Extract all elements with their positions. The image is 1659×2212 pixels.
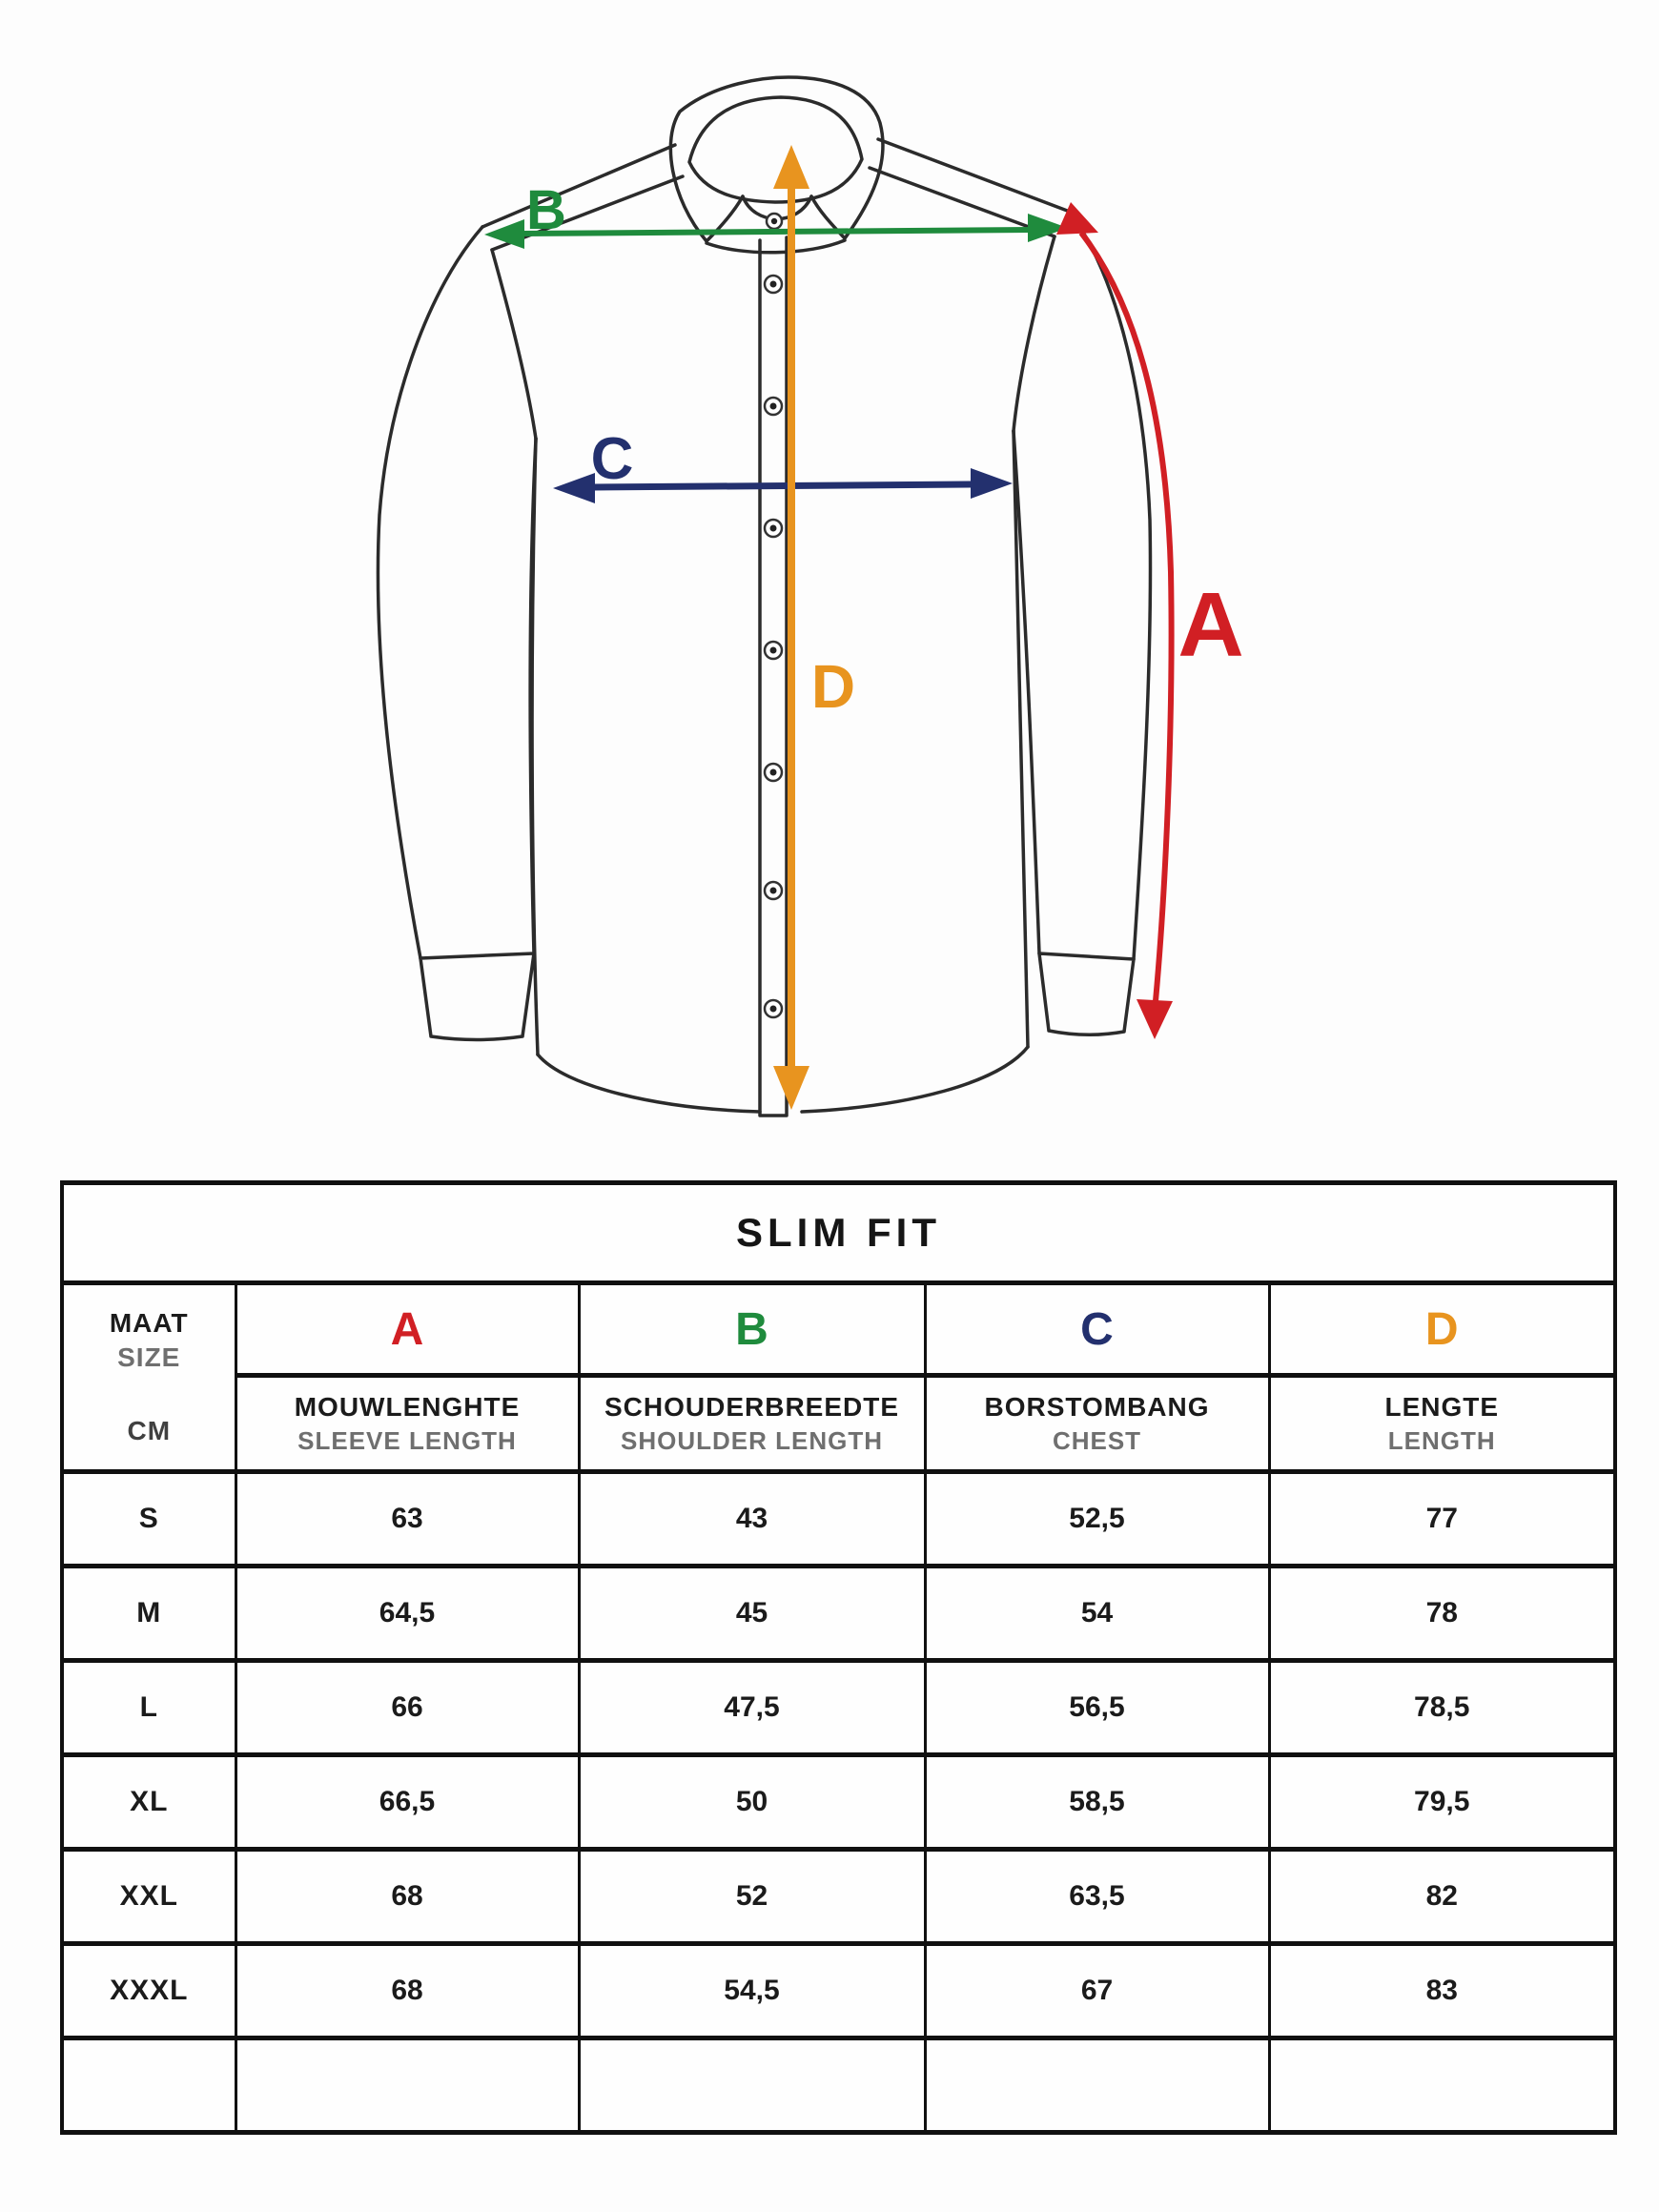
table-row-m bbox=[62, 1567, 1615, 1661]
measure-b: 50 bbox=[579, 1755, 925, 1850]
column-label-nl: BORSTOMBANG bbox=[984, 1391, 1210, 1422]
label-c: C bbox=[590, 426, 634, 492]
column-label-en: LENGTH bbox=[1387, 1426, 1496, 1456]
measure-b: 54,5 bbox=[579, 1944, 925, 2038]
size-value: M bbox=[62, 1567, 236, 1661]
column-letter-d: D bbox=[1424, 1303, 1459, 1355]
column-letter-cell bbox=[925, 1283, 1269, 1376]
cuff-left bbox=[420, 953, 534, 1040]
label-b: B bbox=[526, 179, 566, 241]
measure-d: 82 bbox=[1269, 1850, 1615, 1944]
size-value: XL bbox=[62, 1755, 236, 1850]
measure-b: 52 bbox=[579, 1850, 925, 1944]
column-label-nl: SCHOUDERBREEDTE bbox=[604, 1391, 900, 1422]
measure-d: 78,5 bbox=[1269, 1661, 1615, 1755]
placket bbox=[760, 237, 787, 1116]
measure-b: 43 bbox=[579, 1472, 925, 1567]
maat-label: MAAT bbox=[109, 1307, 189, 1338]
measure-a: 66 bbox=[236, 1661, 579, 1755]
table-row-s bbox=[62, 1472, 1615, 1567]
column-label-en: CHEST bbox=[1052, 1426, 1142, 1456]
column-label-nl: MOUWLENGHTE bbox=[294, 1391, 521, 1422]
armhole-right bbox=[1014, 236, 1055, 431]
measure-d: 78 bbox=[1269, 1567, 1615, 1661]
hem-left bbox=[538, 1055, 760, 1112]
column-label-en: SLEEVE LENGTH bbox=[297, 1426, 517, 1456]
arrowhead-right bbox=[971, 468, 1013, 499]
measure-b: 45 bbox=[579, 1567, 925, 1661]
shoulder-right-seam bbox=[878, 139, 1070, 212]
table-title: SLIM FIT bbox=[62, 1183, 1615, 1283]
names-header-row bbox=[62, 1376, 1615, 1472]
column-name-cell bbox=[579, 1376, 925, 1472]
column-letter-cell bbox=[579, 1283, 925, 1376]
arrowhead-top bbox=[1056, 202, 1098, 235]
column-letter-a: A bbox=[390, 1303, 424, 1355]
measure-d: 79,5 bbox=[1269, 1755, 1615, 1850]
sleeve-left-outer bbox=[378, 227, 482, 958]
size-label: SIZE bbox=[117, 1342, 181, 1373]
column-label-nl: LENGTE bbox=[1384, 1391, 1500, 1422]
measure-c: 52,5 bbox=[925, 1472, 1269, 1567]
column-letter-c: C bbox=[1080, 1303, 1114, 1355]
measure-d: 77 bbox=[1269, 1472, 1615, 1567]
column-letter-b: B bbox=[735, 1303, 768, 1355]
measure-c bbox=[925, 2038, 1269, 2133]
label-a: A bbox=[1178, 574, 1244, 676]
column-letter-cell bbox=[236, 1283, 579, 1376]
measure-a: 63 bbox=[236, 1472, 579, 1567]
size-unit-header-cell bbox=[62, 1283, 236, 1472]
sleeve-right-outer bbox=[1070, 212, 1151, 959]
measure-d bbox=[1269, 2038, 1615, 2133]
measure-a: 66,5 bbox=[236, 1755, 579, 1850]
measure-a: 68 bbox=[236, 1944, 579, 2038]
table-row-xxxl bbox=[62, 1944, 1615, 2038]
cuff-right bbox=[1039, 953, 1134, 1034]
label-d: D bbox=[810, 652, 856, 721]
arrowhead-bottom bbox=[1137, 999, 1173, 1039]
table-row-empty bbox=[62, 2038, 1615, 2133]
arrowhead-left bbox=[553, 473, 595, 503]
measure-d: 83 bbox=[1269, 1944, 1615, 2038]
measure-b: 47,5 bbox=[579, 1661, 925, 1755]
armhole-left bbox=[492, 250, 536, 439]
measure-a: 64,5 bbox=[236, 1567, 579, 1661]
column-letter-cell bbox=[1269, 1283, 1615, 1376]
measure-c: 63,5 bbox=[925, 1850, 1269, 1944]
measure-a: 68 bbox=[236, 1850, 579, 1944]
sleeve-right-inner bbox=[1014, 431, 1039, 953]
size-value: XXXL bbox=[62, 1944, 236, 2038]
size-value bbox=[62, 2038, 236, 2133]
size-value: XXL bbox=[62, 1850, 236, 1944]
table-row-l bbox=[62, 1661, 1615, 1755]
title-row bbox=[62, 1183, 1615, 1283]
table-row-xxl bbox=[62, 1850, 1615, 1944]
column-name-cell bbox=[1269, 1376, 1615, 1472]
shoulder-right-yoke bbox=[870, 168, 1055, 236]
size-value: S bbox=[62, 1472, 236, 1567]
measure-b bbox=[579, 2038, 925, 2133]
table-row-xl bbox=[62, 1755, 1615, 1850]
buttons bbox=[765, 214, 782, 1017]
column-name-cell bbox=[925, 1376, 1269, 1472]
hem-right bbox=[802, 1047, 1028, 1112]
arrowhead-bottom bbox=[773, 1066, 809, 1110]
column-name-cell bbox=[236, 1376, 579, 1472]
measure-c: 67 bbox=[925, 1944, 1269, 2038]
size-value: L bbox=[62, 1661, 236, 1755]
measure-c: 56,5 bbox=[925, 1661, 1269, 1755]
cm-label: CM bbox=[127, 1415, 172, 1445]
measure-c: 54 bbox=[925, 1567, 1269, 1661]
arrowhead-top bbox=[773, 145, 809, 189]
letters-header-row bbox=[62, 1283, 1615, 1376]
measure-c: 58,5 bbox=[925, 1755, 1269, 1850]
measure-a bbox=[236, 2038, 579, 2133]
column-label-en: SHOULDER LENGTH bbox=[621, 1426, 883, 1456]
size-chart-table bbox=[60, 1180, 1617, 2135]
chest-arrow-c bbox=[553, 426, 1013, 503]
yoke-front-curve bbox=[707, 240, 845, 253]
size-chart bbox=[60, 1180, 1617, 2135]
